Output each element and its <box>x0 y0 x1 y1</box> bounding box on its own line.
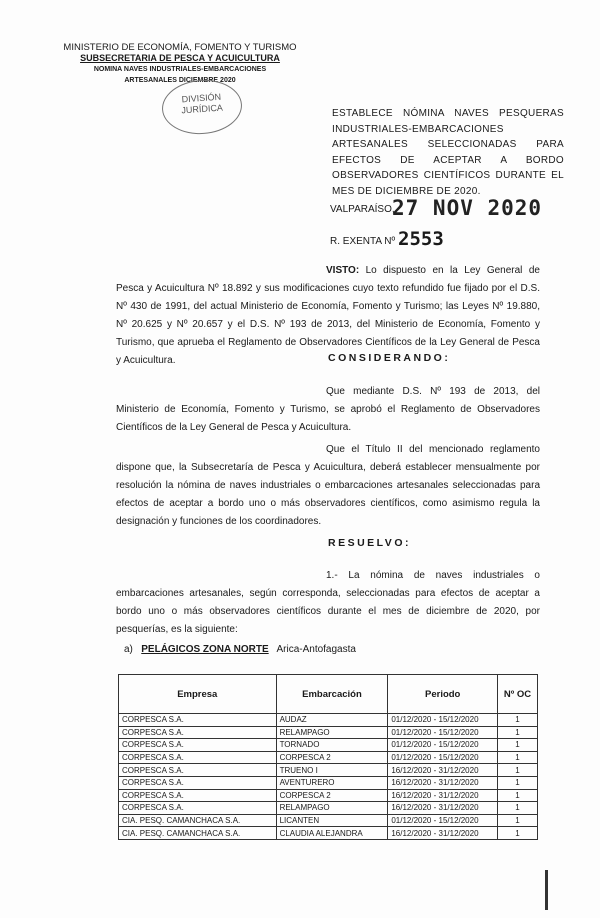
header-noc: Nº OC <box>498 675 538 714</box>
header-line-4: ARTESANALES DICIEMBRE 2020 <box>124 77 236 84</box>
cell-periodo: 01/12/2020 - 15/12/2020 <box>388 726 498 739</box>
cell-noc: 1 <box>498 739 538 752</box>
cell-periodo: 01/12/2020 - 15/12/2020 <box>388 739 498 752</box>
place: VALPARAÍSO, <box>330 204 395 215</box>
table-row <box>119 789 538 802</box>
header-empresa: Empresa <box>119 675 277 714</box>
table-row <box>119 726 538 739</box>
ministry-name: MINISTERIO DE ECONOMÍA, FOMENTO Y TURISMO <box>63 42 297 53</box>
cell-noc: 1 <box>498 827 538 840</box>
exenta-number: 2553 <box>398 228 444 250</box>
cell-periodo: 01/12/2020 - 15/12/2020 <box>388 814 498 827</box>
table-row <box>119 776 538 789</box>
vessel-table <box>118 674 538 840</box>
cell-empresa: CORPESCA S.A. <box>119 776 277 789</box>
cell-noc: 1 <box>498 726 538 739</box>
cell-embarcacion: CORPESCA 2 <box>276 789 388 802</box>
table-row <box>119 764 538 777</box>
cell-noc: 1 <box>498 802 538 815</box>
considerando-text-2: Que el Título II del mencionado reglamento dispone que, la Subsecretaría de Pesca y Acuicultura, deberá establecer mensualmente por resolución la nómina de naves industriales o embarcaciones artesanales seleccionadas para efectos de aceptar a bordo uno o más observadores científicos, como asimismo regula la designación y funciones de los coordinadores. <box>116 444 540 527</box>
cell-noc: 1 <box>498 776 538 789</box>
section-a-heading <box>124 644 356 655</box>
table-row <box>119 814 538 827</box>
cell-embarcacion: TORNADO <box>276 739 388 752</box>
cell-embarcacion: TRUENO I <box>276 764 388 777</box>
cell-noc: 1 <box>498 814 538 827</box>
cell-embarcacion: LICANTEN <box>276 814 388 827</box>
considerando-paragraph-1 <box>116 383 540 437</box>
cell-embarcacion: CLAUDIA ALEJANDRA <box>276 827 388 840</box>
header-line-3: NOMINA NAVES INDUSTRIALES-EMBARCACIONES <box>93 66 267 73</box>
cell-periodo: 16/12/2020 - 31/12/2020 <box>388 802 498 815</box>
stamp-line-2: JURÍDICA <box>181 102 224 116</box>
cell-empresa: CORPESCA S.A. <box>119 802 277 815</box>
section-region: Arica-Antofagasta <box>276 644 356 655</box>
cell-embarcacion: AVENTURERO <box>276 776 388 789</box>
cell-periodo: 16/12/2020 - 31/12/2020 <box>388 789 498 802</box>
cell-empresa: CORPESCA S.A. <box>119 764 277 777</box>
cell-embarcacion: CORPESCA 2 <box>276 751 388 764</box>
resuelvo-heading: RESUELVO: <box>328 537 411 549</box>
resuelvo-paragraph-1 <box>116 567 540 639</box>
visto-label: VISTO: <box>326 265 360 276</box>
stamp-line-1: DIVISIÓN <box>181 91 222 105</box>
cell-empresa: CORPESCA S.A. <box>119 714 277 727</box>
cell-noc: 1 <box>498 789 538 802</box>
resuelvo-text-1: 1.- La nómina de naves industriales o embarcaciones artesanales, según corresponda, seleccionadas para efectos de aceptar a bordo uno o más observadores científicos durante el mes de diciembre de 2020, por pesquerías, es la siguiente: <box>116 570 540 635</box>
header-periodo: Periodo <box>388 675 498 714</box>
division-juridica-stamp <box>160 77 244 136</box>
resolution-title: ESTABLECE NÓMINA NAVES PESQUERAS INDUSTRIALES-EMBARCACIONES ARTESANALES SELECCIONADAS PARA EFECTOS DE ACEPTAR A BORDO OBSERVADORES CIENTÍFICOS DURANTE EL MES DE DICIEMBRE DE 2020. <box>332 108 564 197</box>
cell-empresa: CIA. PESQ. CAMANCHACA S.A. <box>119 827 277 840</box>
table-row <box>119 739 538 752</box>
cell-periodo: 16/12/2020 - 31/12/2020 <box>388 827 498 840</box>
section-letter: a) <box>124 644 133 655</box>
date-stamp: 27 NOV 2020 <box>392 196 543 220</box>
cell-empresa: CORPESCA S.A. <box>119 726 277 739</box>
scan-edge-mark <box>545 870 548 910</box>
section-title: PELÁGICOS ZONA NORTE <box>141 644 269 655</box>
cell-embarcacion: AUDAZ <box>276 714 388 727</box>
table-header-row <box>119 675 538 714</box>
table-row <box>119 714 538 727</box>
cell-noc: 1 <box>498 764 538 777</box>
header-embarcacion: Embarcación <box>276 675 388 714</box>
cell-noc: 1 <box>498 714 538 727</box>
cell-periodo: 16/12/2020 - 31/12/2020 <box>388 764 498 777</box>
table-row <box>119 827 538 840</box>
document-header <box>0 42 360 86</box>
considerando-paragraph-2 <box>116 441 540 531</box>
exenta-label: R. EXENTA Nº <box>330 236 396 247</box>
cell-noc: 1 <box>498 751 538 764</box>
cell-periodo: 16/12/2020 - 31/12/2020 <box>388 776 498 789</box>
table-row <box>119 802 538 815</box>
table-row <box>119 751 538 764</box>
cell-empresa: CORPESCA S.A. <box>119 751 277 764</box>
cell-periodo: 01/12/2020 - 15/12/2020 <box>388 714 498 727</box>
considerando-heading: CONSIDERANDO: <box>328 352 451 364</box>
cell-empresa: CORPESCA S.A. <box>119 789 277 802</box>
cell-periodo: 01/12/2020 - 15/12/2020 <box>388 751 498 764</box>
cell-embarcacion: RELAMPAGO <box>276 726 388 739</box>
cell-empresa: CORPESCA S.A. <box>119 739 277 752</box>
subsecretaria-name: SUBSECRETARIA DE PESCA Y ACUICULTURA <box>80 53 280 63</box>
cell-empresa: CIA. PESQ. CAMANCHACA S.A. <box>119 814 277 827</box>
considerando-text-1: Que mediante D.S. Nº 193 de 2013, del Ministerio de Economía, Fomento y Turismo, se aprobó el Reglamento de Observadores Científicos de la Ley General de Pesca y Acuicultura. <box>116 386 540 433</box>
cell-embarcacion: RELAMPAGO <box>276 802 388 815</box>
visto-text: Lo dispuesto en la Ley General de Pesca y Acuicultura Nº 18.892 y sus modificaciones cuyo texto refundido fue fijado por el D.S. Nº 430 de 1991, del actual Ministerio de Economía, Fomento y Turismo; las Leyes Nº 19.880, Nº 20.625 y Nº 20.657 y el D.S. Nº 193 de 2013, del Ministerio de Economía, Fomento y Turismo, que aprueba el Reglamento de Observadores Científicos de la Ley General de Pesca y Acuicultura. <box>116 265 540 366</box>
